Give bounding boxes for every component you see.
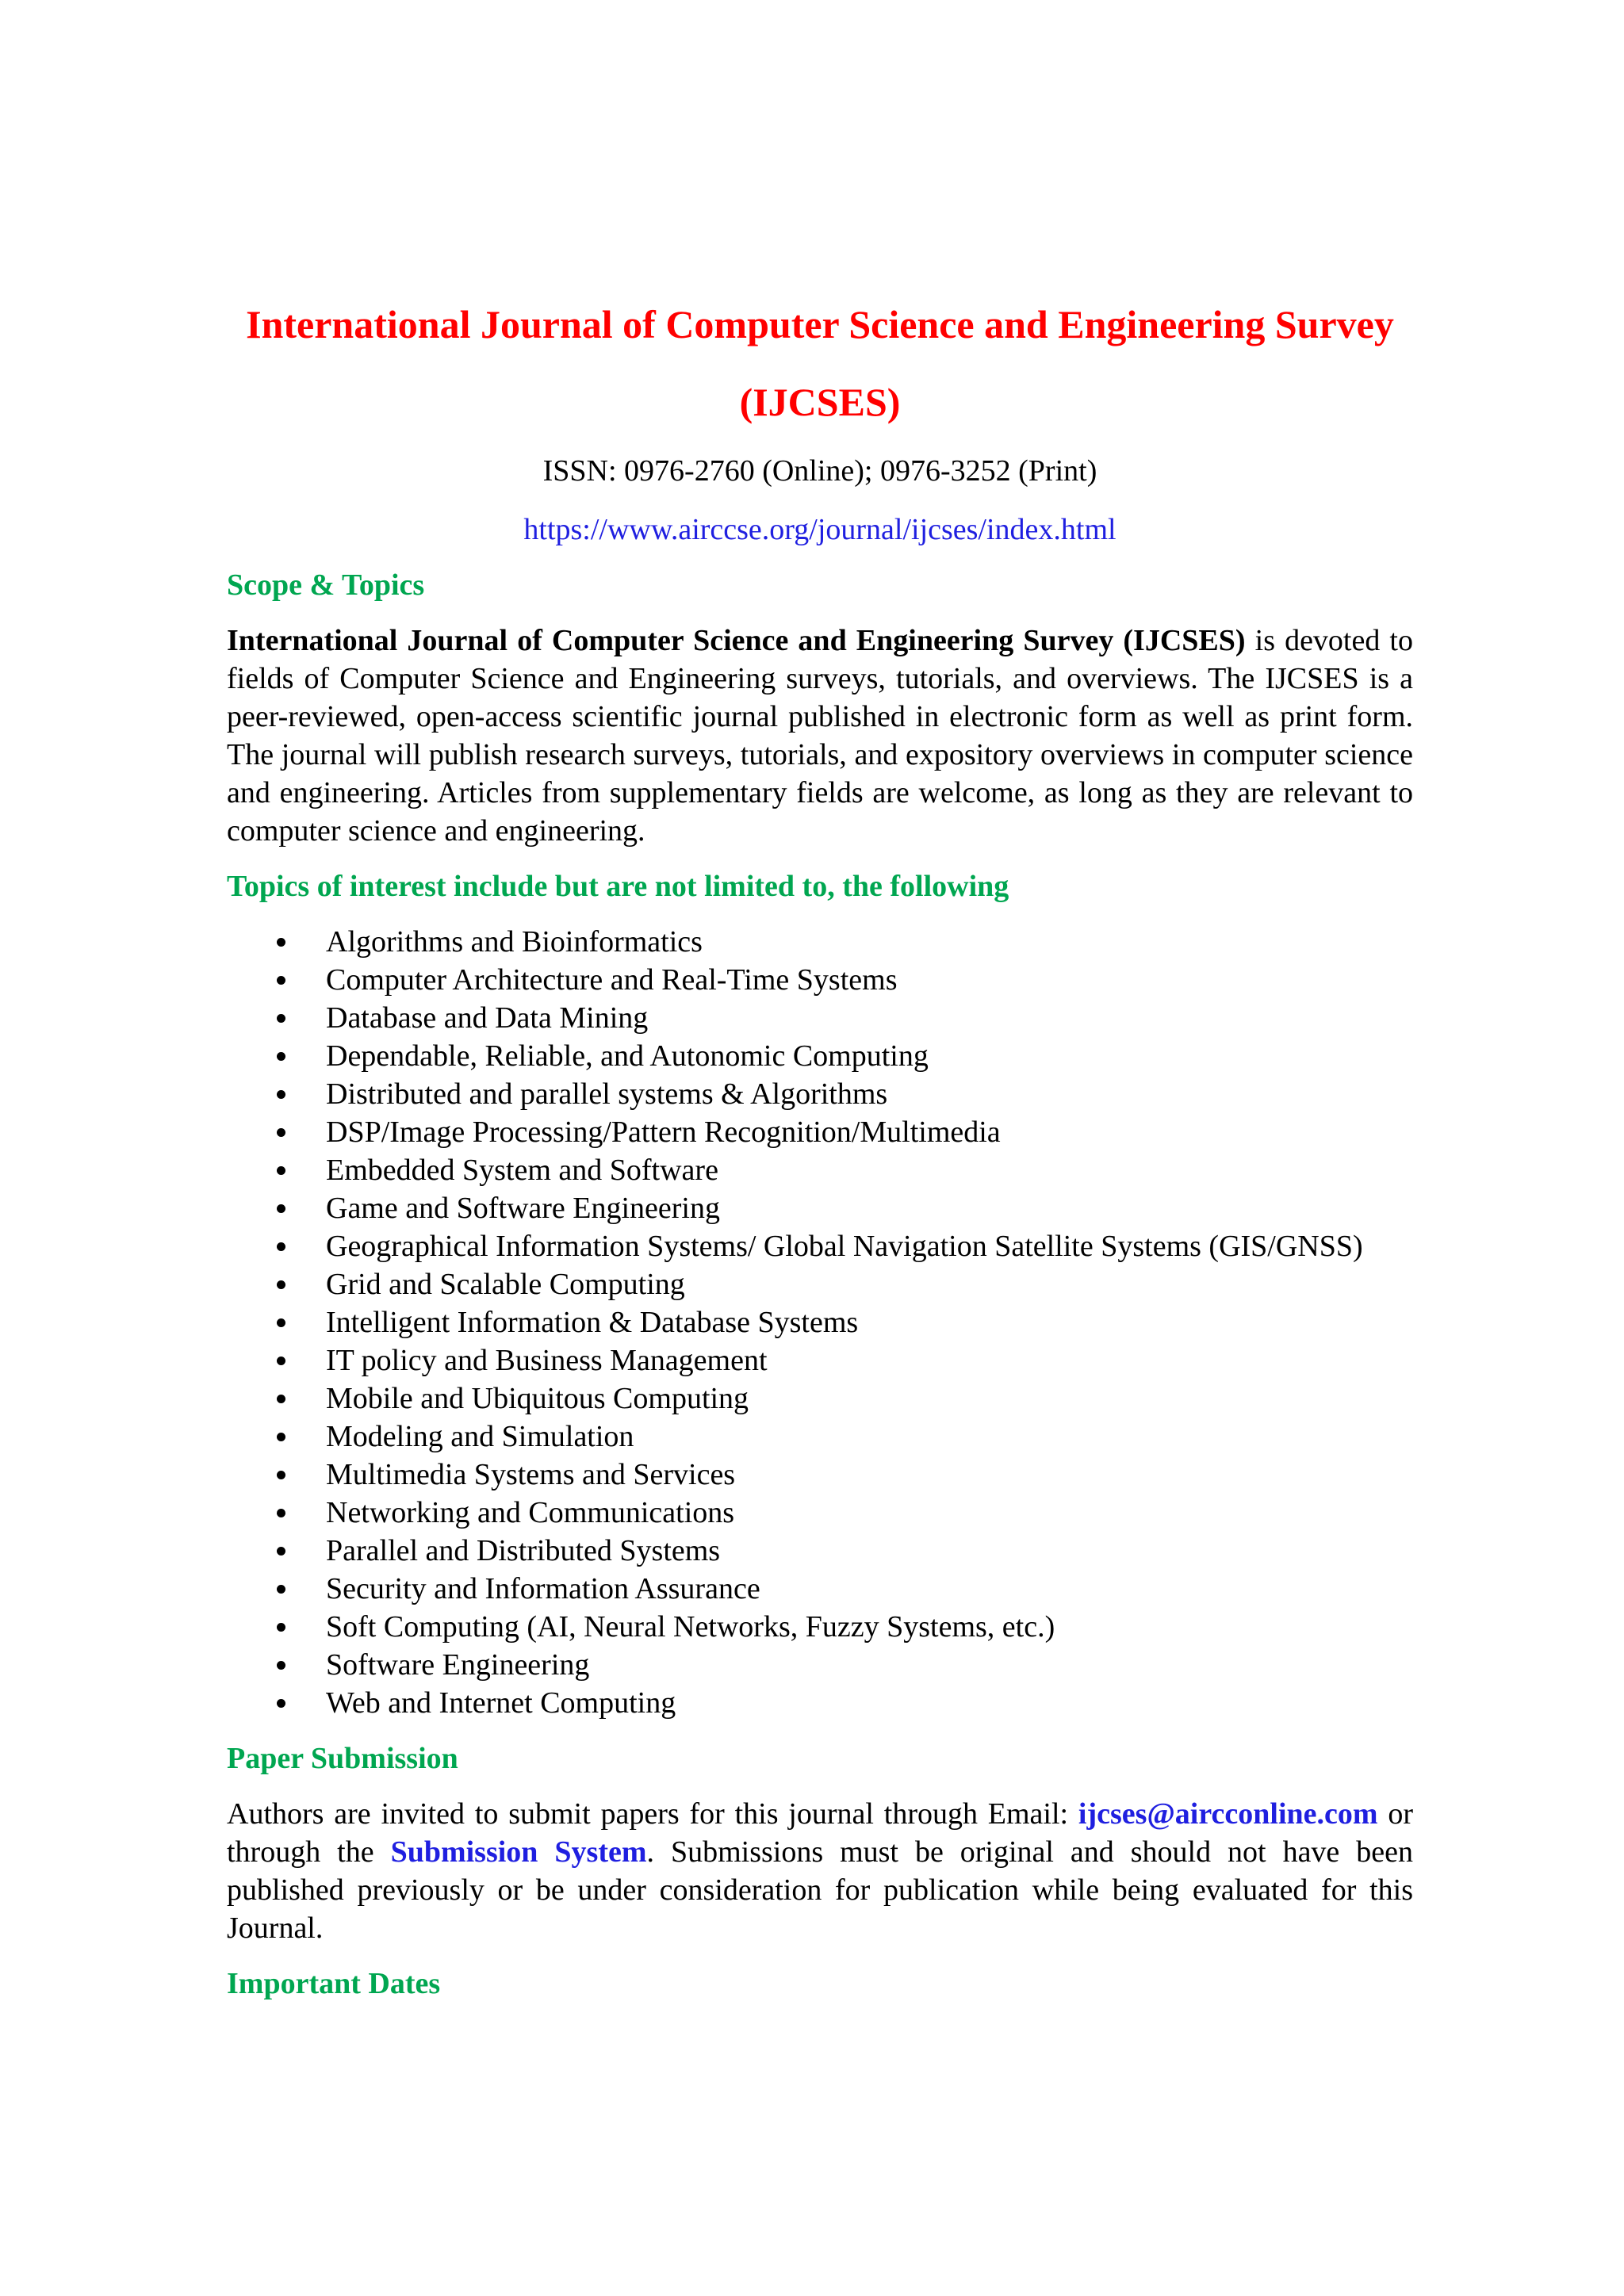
bullet-icon bbox=[277, 1166, 285, 1175]
bullet-icon bbox=[277, 1090, 285, 1099]
issn-line: ISSN: 0976-2760 (Online); 0976-3252 (Print) bbox=[542, 454, 1097, 488]
topic-list-item bbox=[227, 1227, 1413, 1265]
topic-label: Software Engineering bbox=[326, 1648, 590, 1682]
topic-label: Game and Software Engineering bbox=[326, 1192, 720, 1225]
bullet-icon bbox=[277, 1509, 285, 1517]
submission-paragraph bbox=[227, 1795, 1413, 1947]
bullet-icon bbox=[277, 1547, 285, 1556]
journal-name-bold: International Journal of Computer Science and Engineering Survey (IJCSES) bbox=[227, 624, 1246, 657]
topic-list-item bbox=[227, 1265, 1413, 1303]
topics-list bbox=[227, 923, 1413, 1722]
topic-list-item bbox=[227, 1037, 1413, 1075]
topic-label: Computer Architecture and Real-Time Systems bbox=[326, 963, 898, 997]
bullet-icon bbox=[277, 1699, 285, 1708]
topic-list-item bbox=[227, 1380, 1413, 1418]
topic-label: Intelligent Information & Database Systems bbox=[326, 1306, 859, 1339]
topic-list-item bbox=[227, 961, 1413, 999]
submission-text-before: Authors are invited to submit papers for this journal through Email: bbox=[227, 1797, 1078, 1831]
scope-paragraph bbox=[227, 622, 1413, 850]
topic-label: Dependable, Reliable, and Autonomic Computing bbox=[326, 1039, 929, 1073]
topic-label: Geographical Information Systems/ Global Navigation Satellite Systems (GIS/GNSS) bbox=[326, 1230, 1363, 1263]
bullet-icon bbox=[277, 1661, 285, 1670]
topic-label: Parallel and Distributed Systems bbox=[326, 1534, 721, 1567]
bullet-icon bbox=[277, 1052, 285, 1061]
scope-heading: Scope & Topics bbox=[227, 568, 425, 602]
bullet-icon bbox=[277, 1280, 285, 1289]
topic-list-item bbox=[227, 923, 1413, 961]
topic-label: Modeling and Simulation bbox=[326, 1420, 634, 1453]
bullet-icon bbox=[277, 1357, 285, 1365]
topic-list-item bbox=[227, 1494, 1413, 1532]
topic-list-item bbox=[227, 1532, 1413, 1570]
important-dates-heading: Important Dates bbox=[227, 1967, 441, 2000]
bullet-icon bbox=[277, 1585, 285, 1594]
topic-label: Networking and Communications bbox=[326, 1496, 735, 1529]
bullet-icon bbox=[277, 1623, 285, 1632]
topic-list-item bbox=[227, 1646, 1413, 1684]
submission-system-link[interactable]: Submission System bbox=[390, 1835, 647, 1869]
submission-heading: Paper Submission bbox=[227, 1742, 458, 1775]
topic-label: IT policy and Business Management bbox=[326, 1344, 768, 1377]
bullet-icon bbox=[277, 1014, 285, 1023]
topic-list-item bbox=[227, 1151, 1413, 1189]
bullet-icon bbox=[277, 976, 285, 985]
topic-list-item bbox=[227, 1608, 1413, 1646]
topic-list-item bbox=[227, 1418, 1413, 1456]
topic-label: Mobile and Ubiquitous Computing bbox=[326, 1382, 749, 1415]
submission-text-after: . Submissions must be original and should not have been published previously or be under consideration for publication while being evaluated for this Journal. bbox=[227, 1835, 1413, 1945]
bullet-icon bbox=[277, 1242, 285, 1251]
topic-label: Algorithms and Bioinformatics bbox=[326, 925, 703, 959]
bullet-icon bbox=[277, 1471, 285, 1479]
topic-label: Security and Information Assurance bbox=[326, 1572, 760, 1605]
bullet-icon bbox=[277, 1395, 285, 1403]
bullet-icon bbox=[277, 1318, 285, 1327]
topic-label: Grid and Scalable Computing bbox=[326, 1268, 685, 1301]
topic-label: Distributed and parallel systems & Algorithms bbox=[326, 1077, 888, 1111]
document-page bbox=[227, 285, 1413, 2003]
topic-list-item bbox=[227, 1113, 1413, 1151]
topic-list-item bbox=[227, 1303, 1413, 1341]
topic-label: DSP/Image Processing/Pattern Recognition/Multimedia bbox=[326, 1115, 1001, 1149]
topic-list-item bbox=[227, 1456, 1413, 1494]
bullet-icon bbox=[277, 938, 285, 947]
scope-body-text: is devoted to fields of Computer Science and Engineering surveys, tutorials, and overviews. The IJCSES is a peer-reviewed, open-access scientific journal published in electronic form as well as print form. The journal will publish research surveys, tutorials, and expository overviews in computer science and engineering. Articles from supplementary fields are welcome, as long as they are relevant to computer science and engineering. bbox=[227, 624, 1413, 848]
topic-label: Database and Data Mining bbox=[326, 1001, 649, 1035]
topic-list-item bbox=[227, 1684, 1413, 1722]
topic-list-item bbox=[227, 1189, 1413, 1227]
topic-label: Embedded System and Software bbox=[326, 1154, 718, 1187]
topic-list-item bbox=[227, 999, 1413, 1037]
bullet-icon bbox=[277, 1433, 285, 1441]
topic-list-item bbox=[227, 1075, 1413, 1113]
submission-text-between: or through the bbox=[227, 1797, 1414, 1869]
journal-url-link[interactable]: https://www.airccse.org/journal/ijcses/index.html bbox=[523, 513, 1116, 546]
topic-label: Web and Internet Computing bbox=[326, 1686, 676, 1720]
topic-label: Multimedia Systems and Services bbox=[326, 1458, 736, 1491]
topic-list-item bbox=[227, 1341, 1413, 1380]
bullet-icon bbox=[277, 1128, 285, 1137]
topic-label: Soft Computing (AI, Neural Networks, Fuzzy Systems, etc.) bbox=[326, 1610, 1055, 1644]
topic-list-item bbox=[227, 1570, 1413, 1608]
journal-title: International Journal of Computer Science and Engineering Survey (IJCSES) bbox=[246, 302, 1394, 424]
bullet-icon bbox=[277, 1204, 285, 1213]
email-link[interactable]: ijcses@aircconline.com bbox=[1078, 1797, 1378, 1831]
topics-heading: Topics of interest include but are not limited to, the following bbox=[227, 870, 1009, 903]
